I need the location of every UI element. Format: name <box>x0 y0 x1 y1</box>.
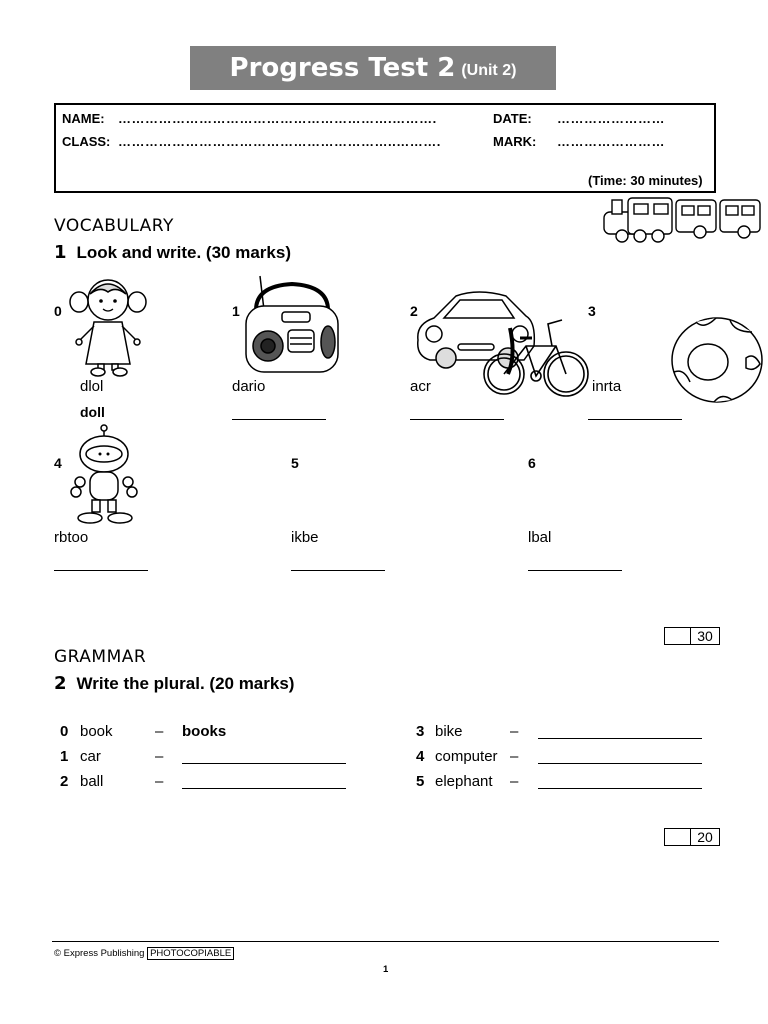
item-number: 1 <box>232 303 240 319</box>
doll-icon <box>66 274 156 380</box>
score-total: 20 <box>697 829 713 845</box>
answer-line[interactable] <box>182 763 346 764</box>
item-number: 1 <box>60 748 69 765</box>
dash: – <box>155 748 164 765</box>
answer-line-5[interactable] <box>291 570 385 571</box>
singular-word: elephant <box>435 773 493 790</box>
radio-icon <box>242 276 342 378</box>
item-number: 0 <box>54 303 62 319</box>
task-text: Write the plural. (20 marks) <box>76 674 295 693</box>
answer-line[interactable] <box>538 763 702 764</box>
plural-item-4 <box>416 748 424 765</box>
class-label: CLASS: <box>62 134 111 149</box>
name-field[interactable]: …………………………………………………….………. <box>118 111 437 126</box>
vocabulary-heading: VOCABULARY <box>54 216 174 236</box>
mark-field[interactable]: …………………… <box>557 134 665 149</box>
page-title-banner <box>190 46 556 90</box>
dash: – <box>510 748 519 765</box>
bike-icon <box>480 316 592 406</box>
plural-item-5 <box>416 773 424 790</box>
plural-item-1 <box>60 748 68 765</box>
scrambled-word: dlol <box>80 378 104 395</box>
footer-divider <box>52 941 719 942</box>
example-answer: books <box>182 723 227 740</box>
scrambled-word: dario <box>232 378 266 395</box>
page-number: 1 <box>383 964 389 975</box>
item-number: 5 <box>291 455 299 471</box>
copyright-text: © Express Publishing <box>54 948 145 959</box>
answer-line-6[interactable] <box>528 570 622 571</box>
task-number: 2 <box>54 673 67 694</box>
singular-word: car <box>80 748 101 765</box>
answer-line-1[interactable] <box>232 419 326 420</box>
score-total: 30 <box>697 628 713 644</box>
dash: – <box>510 773 519 790</box>
scrambled-word: ikbe <box>291 529 319 546</box>
singular-word: book <box>80 723 113 740</box>
item-number: 6 <box>528 455 536 471</box>
footer-copyright <box>54 948 234 959</box>
example-answer: doll <box>80 404 105 420</box>
score-entry[interactable] <box>665 628 691 644</box>
item-number: 0 <box>60 723 69 740</box>
plural-item-2 <box>60 773 68 790</box>
photocopiable-badge: PHOTOCOPIABLE <box>147 947 234 960</box>
answer-line-2[interactable] <box>410 419 504 420</box>
item-number: 2 <box>410 303 418 319</box>
train-icon <box>600 190 764 246</box>
plural-item-0 <box>60 723 68 740</box>
answer-line[interactable] <box>182 788 346 789</box>
item-number: 2 <box>60 773 69 790</box>
item-number: 5 <box>416 773 425 790</box>
scrambled-word: rbtoo <box>54 529 89 546</box>
class-field[interactable]: ……………………………………………………..………. <box>118 134 441 149</box>
dash: – <box>155 773 164 790</box>
mark-label: MARK: <box>493 134 537 149</box>
grammar-heading: GRAMMAR <box>54 647 147 667</box>
task-number: 1 <box>54 242 67 263</box>
robot-icon <box>68 424 140 526</box>
answer-line[interactable] <box>538 788 702 789</box>
answer-line[interactable] <box>538 738 702 739</box>
item-number: 3 <box>416 723 425 740</box>
answer-line-4[interactable] <box>54 570 148 571</box>
task-text: Look and write. (30 marks) <box>76 243 291 262</box>
time-limit: (Time: 30 minutes) <box>588 173 703 188</box>
answer-line-3[interactable] <box>588 419 682 420</box>
scrambled-word: acr <box>410 378 431 395</box>
dash: – <box>510 723 519 740</box>
grammar-score-box <box>664 828 720 846</box>
plural-item-3 <box>416 723 424 740</box>
item-number: 3 <box>588 303 596 319</box>
singular-word: computer <box>435 748 498 765</box>
item-number: 4 <box>54 455 62 471</box>
score-entry[interactable] <box>665 829 691 845</box>
item-number: 4 <box>416 748 425 765</box>
task-1-instruction <box>54 242 291 263</box>
task-2-instruction <box>54 673 294 694</box>
singular-word: ball <box>80 773 104 790</box>
name-label: NAME: <box>62 111 105 126</box>
vocabulary-score-box <box>664 627 720 645</box>
dash: – <box>155 723 164 740</box>
date-label: DATE: <box>493 111 532 126</box>
page-title: Progress Test 2 <box>229 53 456 83</box>
scrambled-word: lbal <box>528 529 552 546</box>
ball-icon <box>670 316 764 404</box>
scrambled-word: inrta <box>592 378 622 395</box>
date-field[interactable]: …………………… <box>557 111 665 126</box>
unit-label: (Unit 2) <box>461 62 517 79</box>
singular-word: bike <box>435 723 463 740</box>
